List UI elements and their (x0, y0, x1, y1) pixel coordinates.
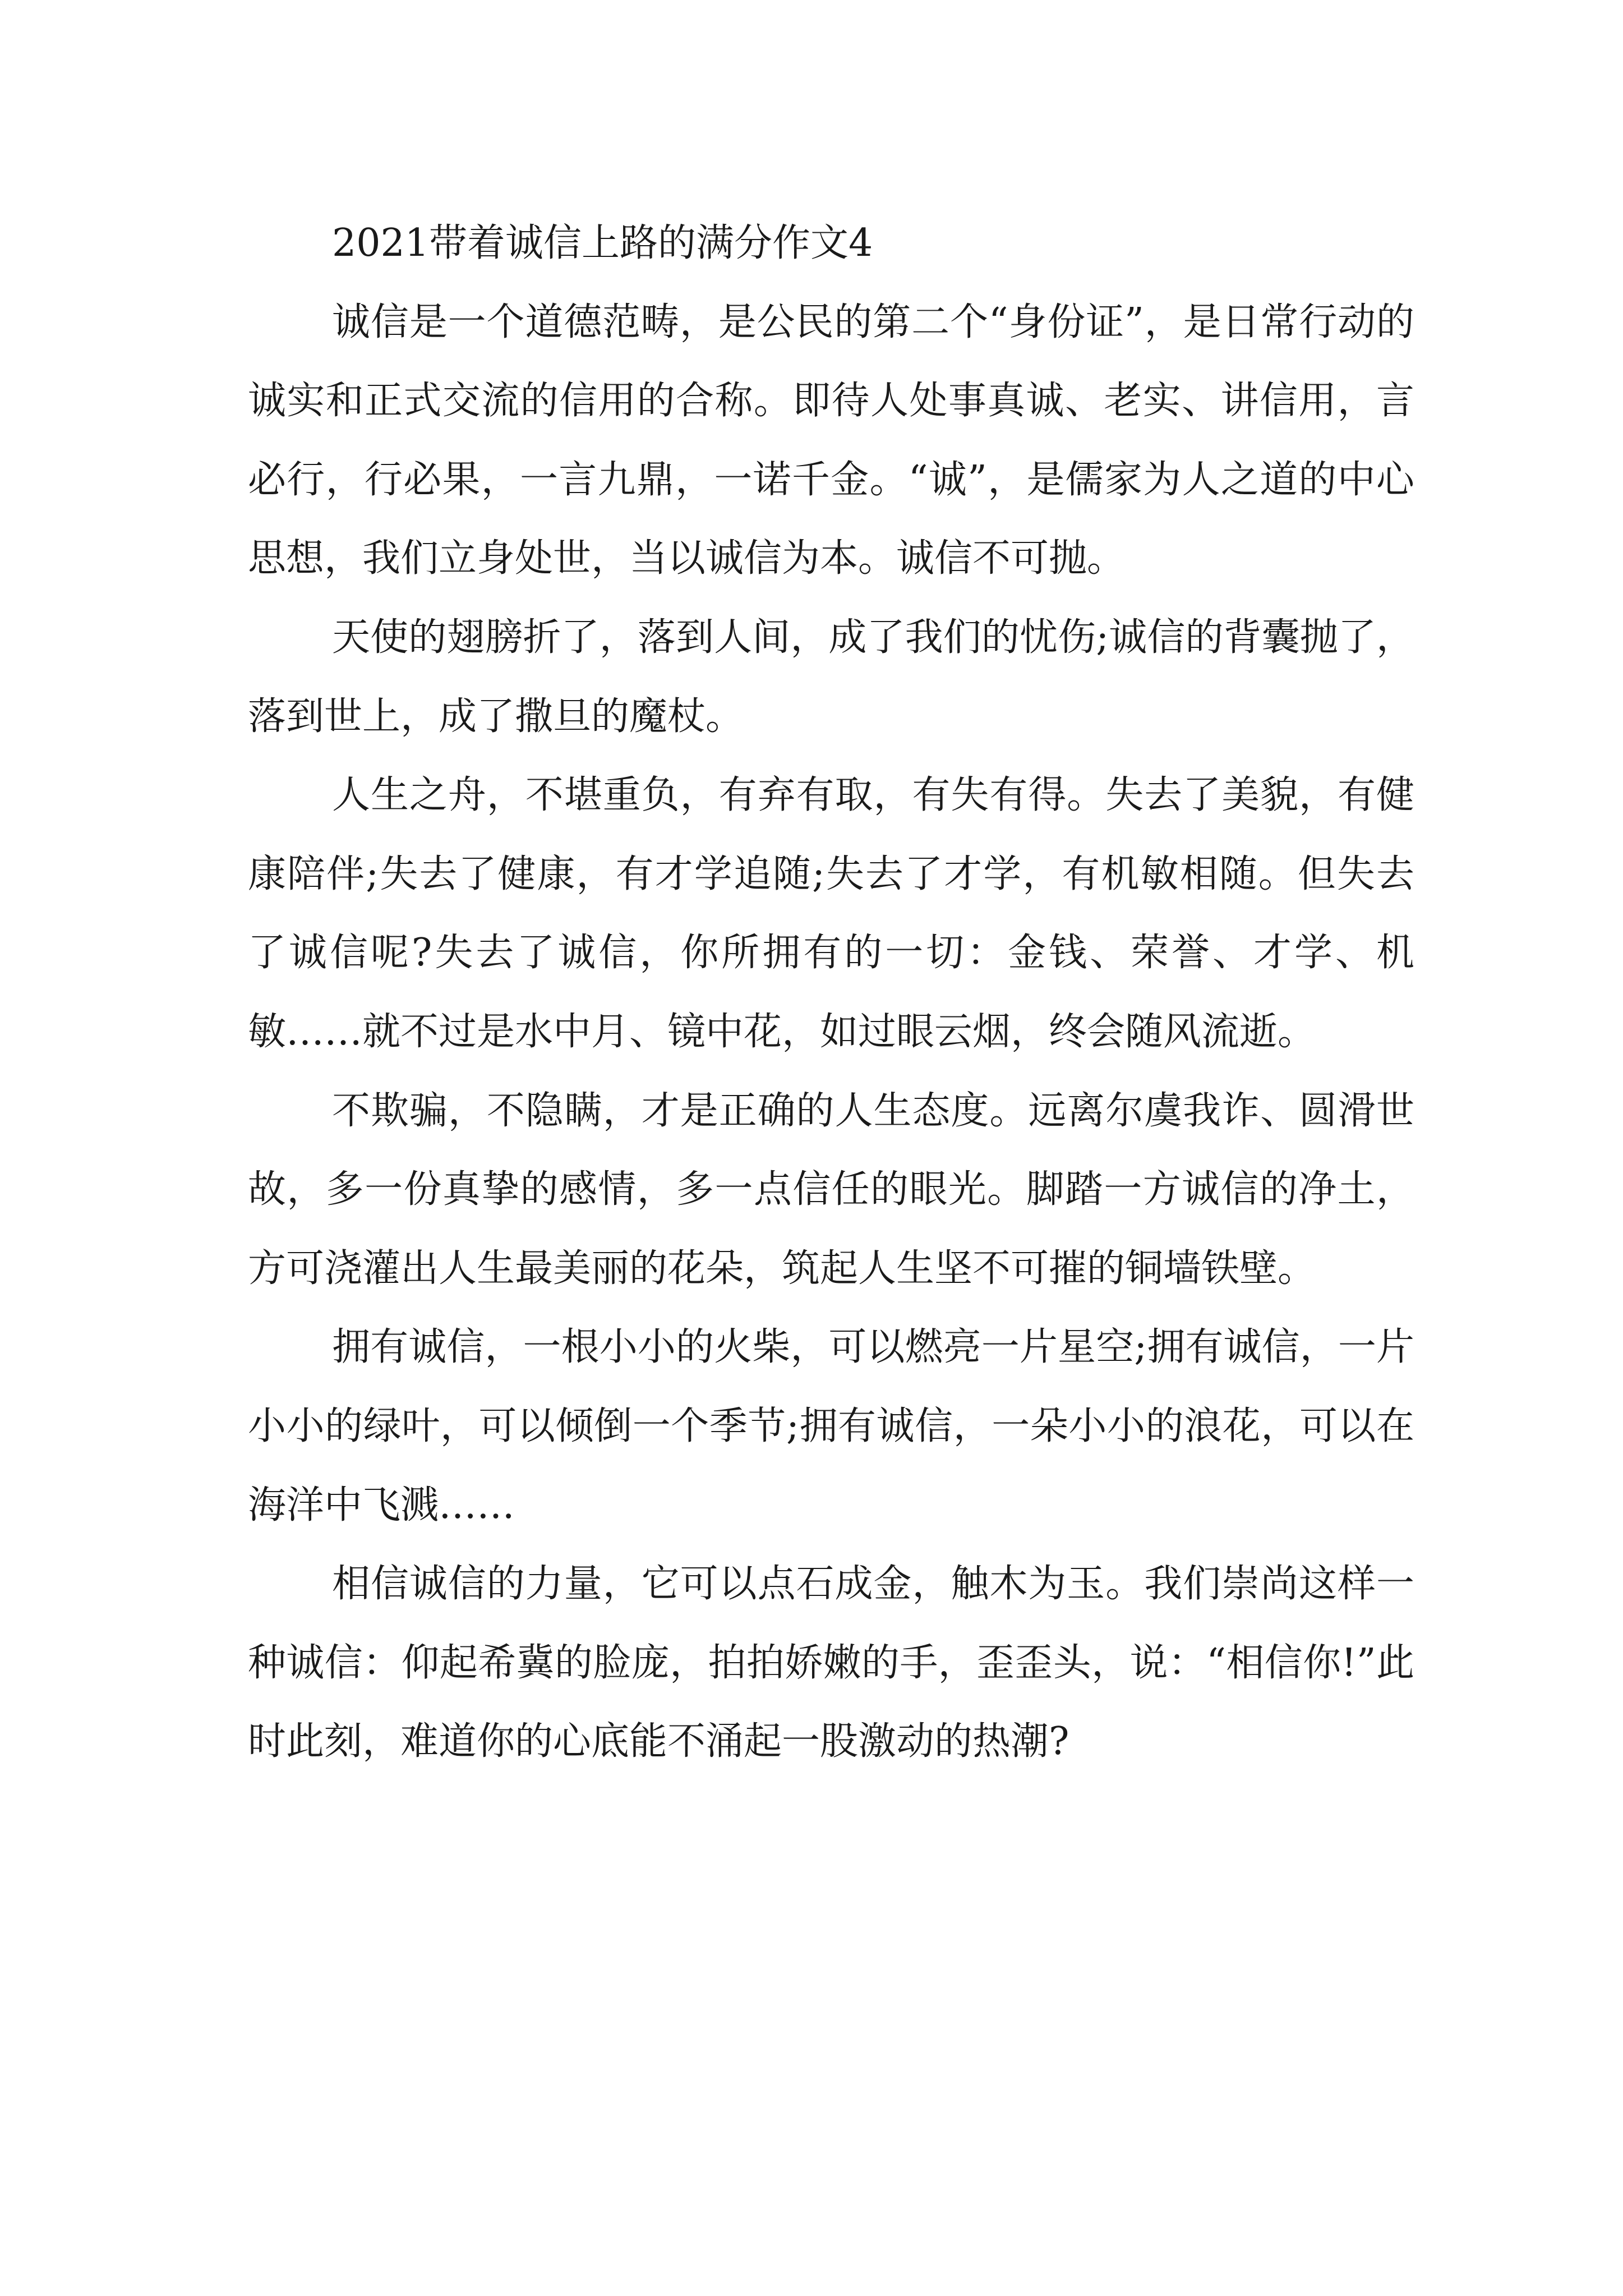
document-body (248, 204, 1414, 1782)
paragraph-6: 相信诚信的力量，它可以点石成金，触木为玉。我们崇尚这样一种诚信：仰起希冀的脸庞，拍拍娇嫩的手，歪歪头，说：“相信你!”此时此刻，难道你的心底能不涌起一股激动的热潮? (248, 1562, 1414, 1764)
paragraph-5: 拥有诚信，一根小小的火柴，可以燃亮一片星空;拥有诚信，一片小小的绿叶，可以倾倒一个季节;拥有诚信，一朵小小的浪花，可以在海洋中飞溅…… (248, 1325, 1414, 1527)
paragraph-1: 诚信是一个道德范畴，是公民的第二个“身份证”，是日常行动的诚实和正式交流的信用的合称。即待人处事真诚、老实、讲信用，言必行，行必果，一言九鼎，一诺千金。“诚”，是儒家为人之道的中心思想，我们立身处世，当以诚信为本。诚信不可抛。 (248, 300, 1414, 581)
document-title: 2021带着诚信上路的满分作文4 (332, 221, 873, 265)
paragraph-3: 人生之舟，不堪重负，有弃有取，有失有得。失去了美貌，有健康陪伴;失去了健康，有才学追随;失去了才学，有机敏相随。但失去了诚信呢?失去了诚信，你所拥有的一切：金钱、荣誉、才学、机敏……就不过是水中月、镜中花，如过眼云烟，终会随风流逝。 (248, 773, 1414, 1054)
paragraph-2: 天使的翅膀折了，落到人间，成了我们的忧伤;诚信的背囊抛了，落到世上，成了撒旦的魔杖。 (248, 615, 1414, 739)
paragraph-4: 不欺骗，不隐瞒，才是正确的人生态度。远离尔虞我诈、圆滑世故，多一份真挚的感情，多一点信任的眼光。脚踏一方诚信的净土，方可浇灌出人生最美丽的花朵，筑起人生坚不可摧的铜墙铁壁。 (248, 1088, 1414, 1291)
